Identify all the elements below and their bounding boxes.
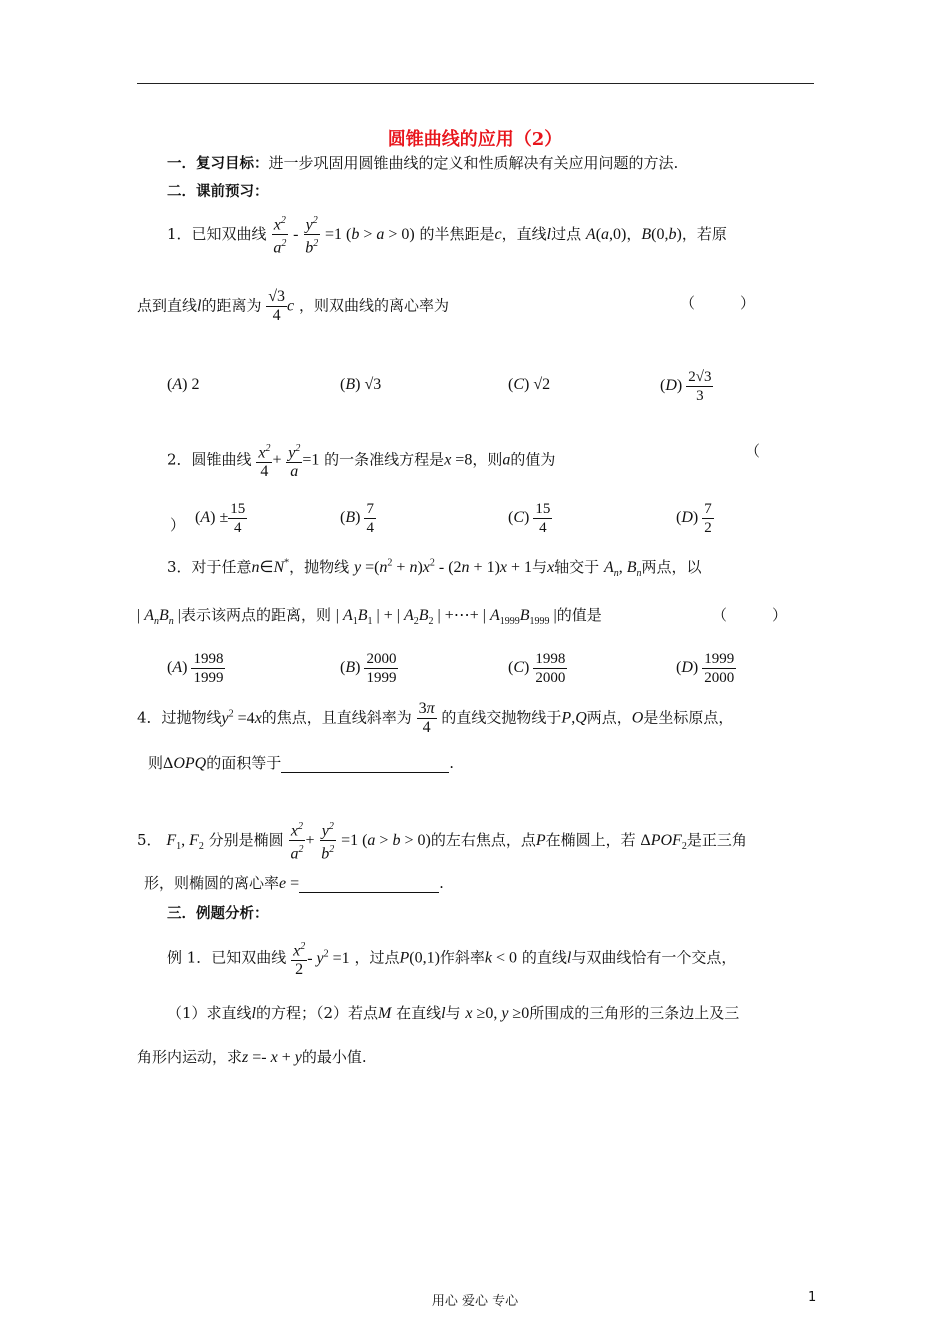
q1-option-c: (C) √2 (508, 376, 551, 393)
formula: $\frac{x^2}{2}$ (291, 938, 307, 979)
ex1-text: 与 (445, 1004, 461, 1022)
q3-text: 轴交于 (554, 558, 600, 576)
q3-text: ，抛物线 (289, 558, 350, 576)
q1-text: 点到直线 (137, 296, 198, 315)
question-5-line-2: 形，则椭圆的离心率e = . (144, 874, 444, 892)
ex1-text: 例 1．已知双曲线 (167, 948, 287, 967)
q5-text: 是正三角 (686, 830, 747, 849)
q2-text: 的一条准线方程是 (324, 450, 445, 469)
formula: $\frac{y^2}{b^2}$ (303, 212, 320, 258)
question-1-line-1: 1．已知双曲线 $\frac{x^2}{a^2}$ - $\frac{y^2}{b^2}$ =1 (b > a > 0) 的半焦距是c，直线l过点 A(a,0)，B(0,b)，若原 (167, 212, 727, 258)
q3-option-b: (B) $\frac{2000}{1999}$ (340, 651, 397, 686)
q4-text: 是坐标原点， (643, 708, 734, 727)
q5-text: 在椭圆上，若 (545, 830, 636, 849)
answer-paren-open: （ (745, 442, 761, 460)
header-rule (137, 83, 814, 84)
ex1-text: （1）求直线 (167, 1004, 252, 1022)
ex1-text: 的直线 (521, 948, 567, 967)
ex1-text: 与双曲线恰有一个交点， (571, 948, 737, 967)
ex1-text: 所围成的三角形的三条边上及三 (529, 1004, 740, 1022)
formula: $\frac{y^2}{a}$ (286, 440, 302, 481)
q1-option-d: (D) $\frac{2√3}{3}$ (660, 369, 712, 404)
q2-text: 2．圆锥曲线 (167, 450, 252, 469)
q3-text: 与 (532, 558, 548, 576)
page-title: 圆锥曲线的应用（2） (387, 129, 563, 150)
q4-text: 两点， (586, 708, 632, 727)
q3-text: 3．对于任意 (167, 558, 252, 576)
q1-text: ，则双曲线的离心率为 (298, 296, 449, 315)
q3-text: 的值是 (556, 606, 602, 624)
q5-text: . (439, 874, 444, 892)
page-number: 1 (808, 1290, 817, 1305)
q4-text: 的直线交抛物线于 (441, 708, 562, 727)
answer-blank[interactable] (299, 892, 439, 893)
q1-text: 的距离为 (201, 296, 262, 315)
q2-option-c: (C) $\frac{15}{4}$ (508, 501, 551, 536)
section-label: 一．复习目标： (167, 155, 269, 172)
section-preview-label: 二．课前预习： (167, 183, 269, 200)
question-1-line-2: 点到直线l的距离为 $\frac{√3}{4}$ c ，则双曲线的离心率为 (137, 288, 449, 324)
question-5-line-1: 5． $F_1$, $F_2$ 分别是椭圆 $\frac{x^2}{a^2}$ + $\frac{y^2}{b^2}$ =1 (a > b > 0)的左右焦点，点P在椭圆上，若 $\Delta POF_2$是正三角 (137, 818, 747, 864)
answer-paren: （ ） (680, 294, 756, 312)
example-1-line-3: 角形内运动，求z =- x + y的最小值. (137, 1048, 367, 1066)
q4-text: 则 (148, 754, 164, 772)
formula: $\frac{x^2}{a^2}$ (271, 212, 288, 258)
q4-text: 4．过抛物线 (137, 708, 222, 727)
formula: $\frac{3\pi}{4}$ (418, 700, 435, 736)
q1-text: 过点 (551, 224, 582, 243)
q3-option-a: (A) $\frac{1998}{1999}$ (167, 651, 224, 686)
formula: $\frac{x^2}{a^2}$ (288, 818, 305, 864)
example-1-line-1: 例 1．已知双曲线 $\frac{x^2}{2}$ - $y^2 =1$ ，过点P(0,1)作斜率k < 0 的直线l与双曲线恰有一个交点， (167, 938, 736, 979)
formula: $\frac{√3}{4}$ (268, 288, 286, 324)
q2-option-d: (D) $\frac{7}{2}$ (676, 501, 712, 536)
q5-text: 形，则椭圆的离心率 (144, 874, 280, 892)
q1-option-b: (B) √3 (340, 376, 382, 393)
page-footer: 用心 爱心 专心 (431, 1294, 519, 1309)
ex1-text: ，过点 (354, 948, 400, 967)
question-3-line-2: | $A_nB_n$ |表示该两点的距离，则 | $A_1B_1$ | + | $A_2B_2$ | +⋯+ | $A_{1999}B_{1999}$ |的值是 (137, 606, 602, 628)
q5-text: 的左右焦点，点 (430, 830, 536, 849)
example-1-line-2: （1）求直线l的方程；（2）若点M 在直线l与 x ≥0, y ≥0所围成的三角形的三条边上及三 (167, 1004, 740, 1022)
q5-text: 5． (137, 830, 162, 849)
q4-text: . (449, 754, 454, 772)
answer-blank[interactable] (281, 772, 449, 773)
q1-text: 的半焦距是 (419, 224, 495, 243)
section-text: 进一步巩固用圆锥曲线的定义和性质解决有关应用问题的方法. (268, 154, 679, 172)
question-2: 2．圆锥曲线 $\frac{x^2}{4}$ + $\frac{y^2}{a}$ =1 的一条准线方程是x =8，则a的值为 (167, 440, 555, 481)
q2-text: ，则 (472, 450, 503, 469)
q4-text: 的面积等于 (206, 754, 282, 772)
formula: $\frac{y^2}{b^2}$ (319, 818, 336, 864)
question-4-line-2: 则ΔOPQ的面积等于 . (148, 754, 454, 772)
section-examples-label: 三．例题分析： (167, 905, 269, 922)
q3-option-d: (D) $\frac{1999}{2000}$ (676, 651, 735, 686)
ex1-text: 角形内运动，求 (137, 1048, 243, 1066)
formula: $\frac{x^2}{4}$ (256, 440, 272, 481)
q1-text: ，若原 (681, 224, 727, 243)
answer-paren: （ ） (712, 606, 788, 624)
q3-text: 两点，以 (641, 558, 702, 576)
section-review-goals (167, 152, 678, 173)
ex1-text: 的最小值. (301, 1048, 367, 1066)
q3-text: 表示该两点的距离，则 (180, 606, 331, 624)
q2-option-a: (A) ± $\frac{15}{4}$ (195, 501, 246, 536)
q3-option-c: (C) $\frac{1998}{2000}$ (508, 651, 566, 686)
question-4-line-1: 4．过抛物线$y^2 =4x$的焦点，且直线斜率为 $\frac{3\pi}{4}$ 的直线交抛物线于P,Q两点，O是坐标原点， (137, 700, 734, 736)
ex1-text: 作斜率 (439, 948, 485, 967)
q4-text: 的焦点，且直线斜率为 (261, 708, 412, 727)
question-3-line-1: 3．对于任意n∈N*，抛物线 $y =(n^2 + n)x^2 - (2n + 1)x + 1$与x轴交于 $A_n$, $B_n$两点，以 (167, 557, 702, 580)
q1-option-a: (A) 2 (167, 376, 200, 393)
q5-text: 分别是椭圆 (208, 830, 284, 849)
ex1-text: 的方程；（2）若点 (256, 1004, 379, 1022)
q2-text: 的值为 (510, 450, 556, 469)
answer-paren-close: ） (170, 516, 186, 534)
q1-text: 1．已知双曲线 (167, 224, 267, 243)
q2-option-b: (B) $\frac{7}{4}$ (340, 501, 374, 536)
ex1-text: 在直线 (396, 1004, 442, 1022)
q1-text: ，直线 (501, 224, 547, 243)
